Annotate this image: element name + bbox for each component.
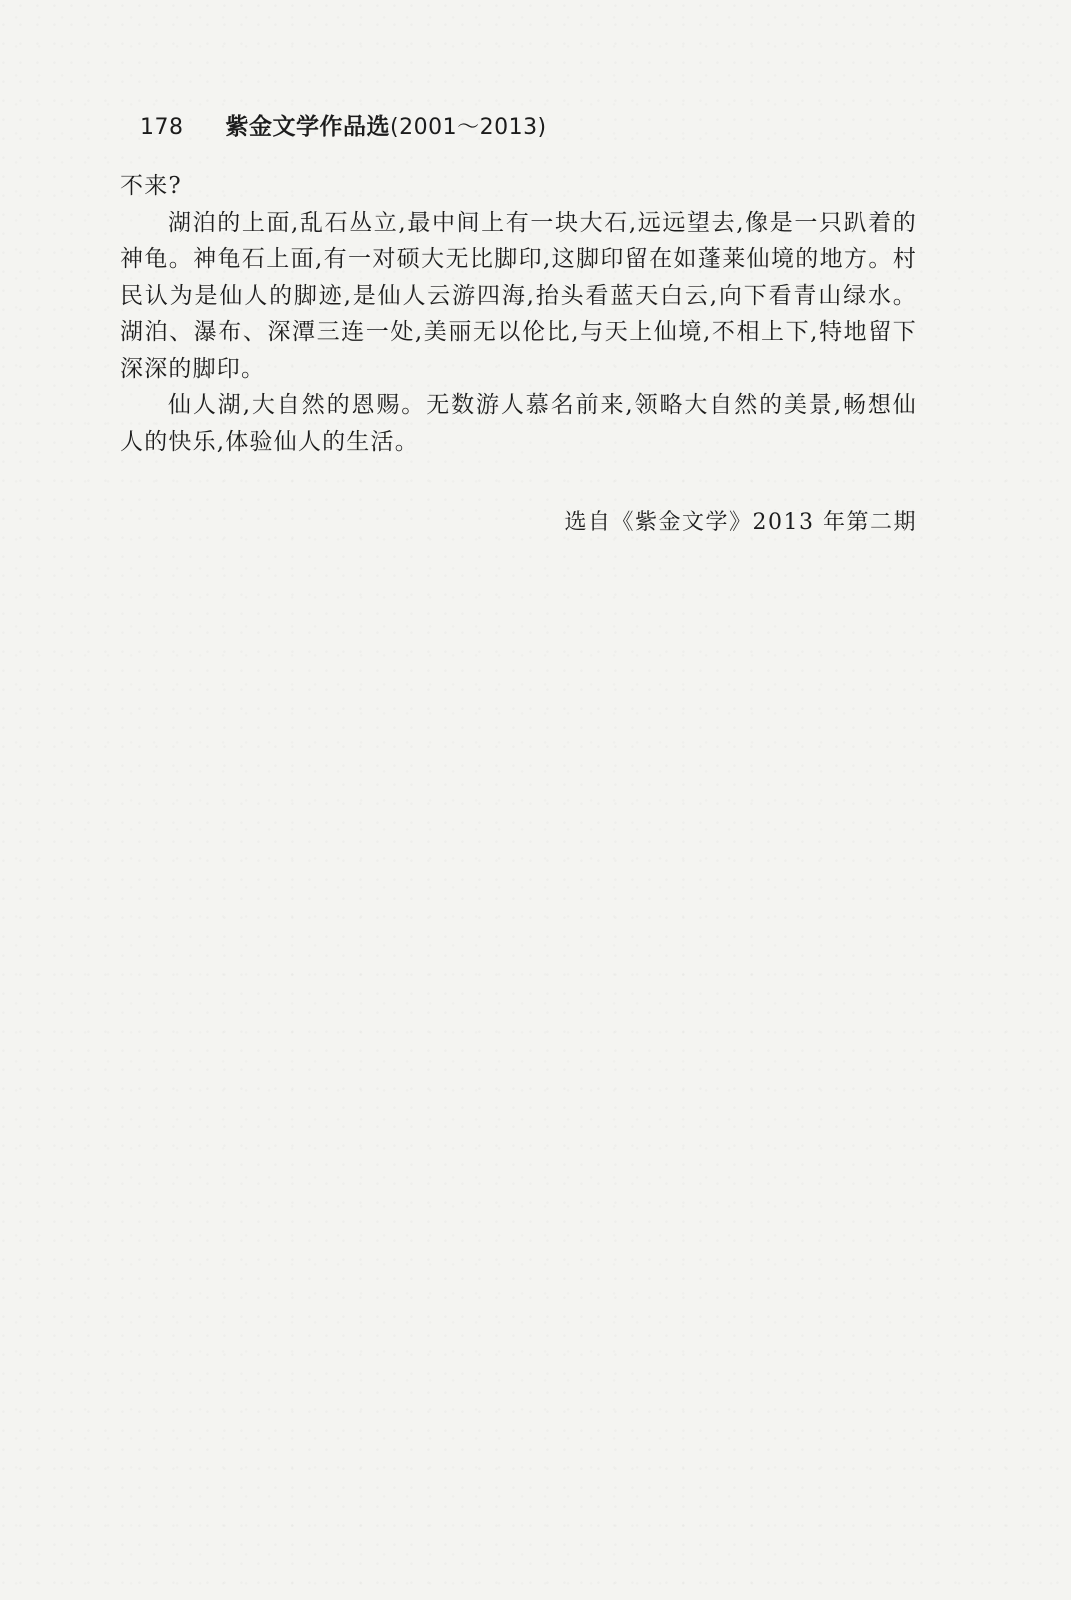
source-attribution: 选自《紫金文学》2013 年第二期 (564, 510, 917, 535)
running-head (140, 108, 547, 140)
paragraph-continuation: 不来? (120, 173, 182, 199)
book-title: 紫金文学作品选 (225, 114, 390, 140)
page-number: 178 (140, 115, 184, 140)
paragraph: 仙人湖,大自然的恩赐。无数游人慕名前来,领略大自然的美景,畅想仙人的快乐,体验仙人的生活。 (120, 392, 917, 455)
book-years: (2001～2013) (390, 115, 547, 140)
body-text (120, 168, 917, 460)
paragraph: 湖泊的上面,乱石丛立,最中间上有一块大石,远远望去,像是一只趴着的神龟。神龟石上面,有一对硕大无比脚印,这脚印留在如蓬莱仙境的地方。村民认为是仙人的脚迹,是仙人云游四海,抬头看蓝天白云,向下看青山绿水。湖泊、瀑布、深潭三连一处,美丽无以伦比,与天上仙境,不相上下,特地留下深深的脚印。 (120, 209, 917, 382)
book-title-group (226, 108, 547, 141)
